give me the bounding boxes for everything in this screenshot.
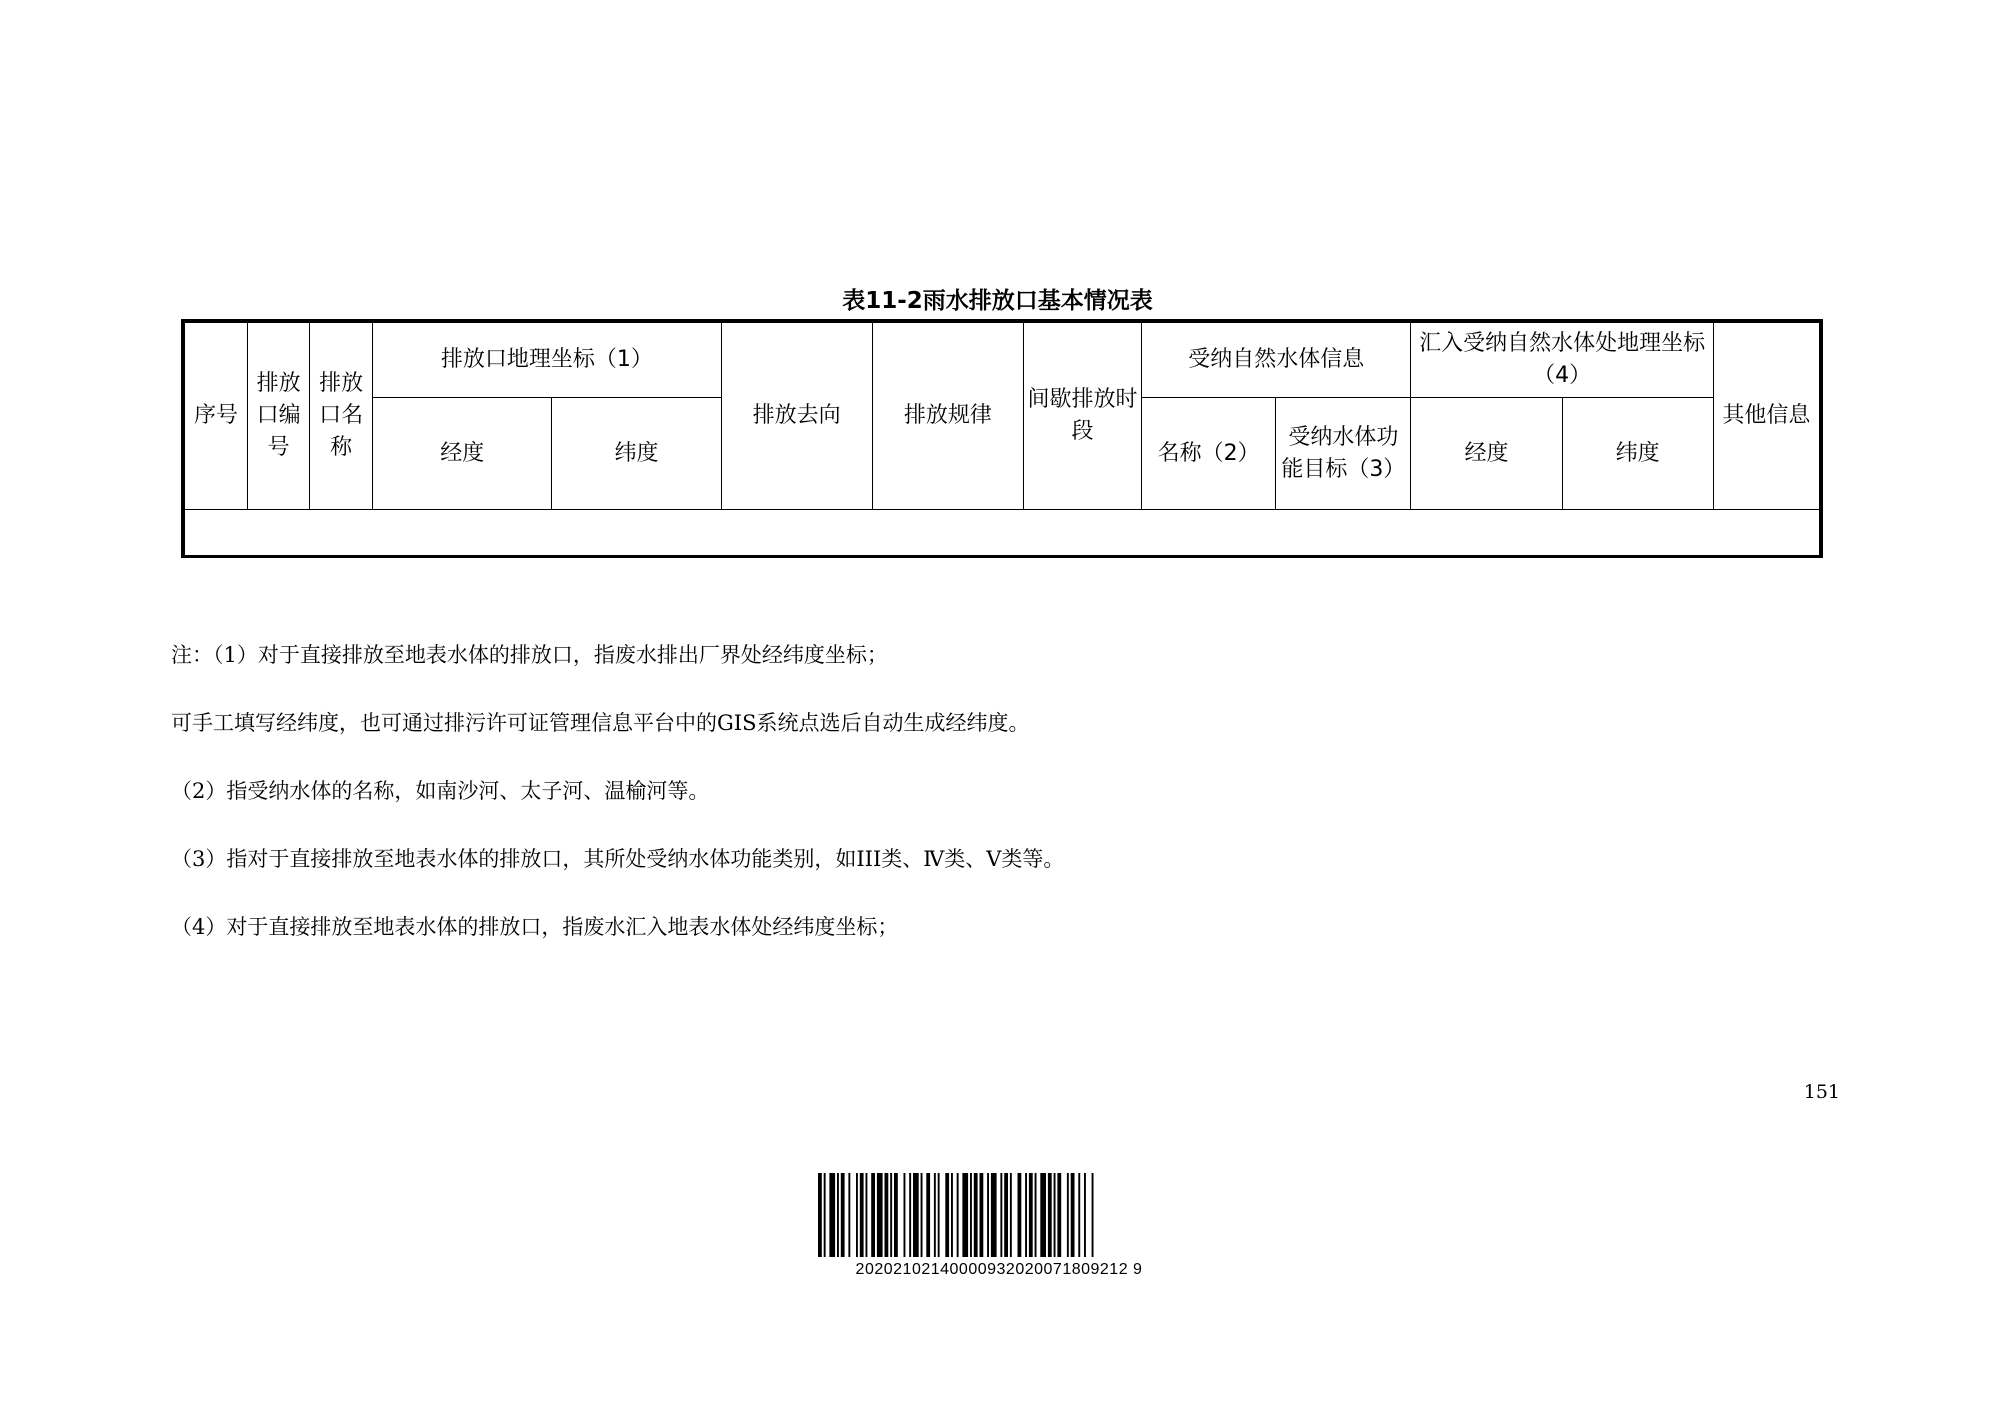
outlet-table-grid: [184, 322, 1820, 556]
header-inflow-coordinate-group: 汇入受纳自然水体处地理坐标（4）: [1411, 323, 1713, 398]
header-coordinate-longitude: 经度: [373, 398, 552, 510]
note-3: （3）指对于直接排放至地表水体的排放口，其所处受纳水体功能类别，如III类、Ⅳ类、Ⅴ类等。: [171, 847, 1065, 871]
header-water-function-target: 受纳水体功能目标（3）: [1276, 398, 1411, 510]
table-notes: [171, 640, 1871, 980]
header-outlet-name: 排放口名称: [310, 323, 373, 510]
header-pattern: 排放规律: [872, 323, 1023, 510]
header-coordinate-group: 排放口地理坐标（1）: [373, 323, 721, 398]
header-outlet-id: 排放口编号: [248, 323, 310, 510]
header-inflow-longitude: 经度: [1411, 398, 1562, 510]
table-row: [185, 510, 1820, 556]
outlet-table: [181, 319, 1823, 558]
page-number: 151: [1803, 1081, 1840, 1103]
header-seq: 序号: [185, 323, 248, 510]
note-4: （4）对于直接排放至地表水体的排放口，指废水汇入地表水体处经纬度坐标；: [171, 915, 899, 939]
header-intermittent-period: 间歇排放时段: [1023, 323, 1141, 510]
note-2: （2）指受纳水体的名称，如南沙河、太子河、温榆河等。: [171, 779, 710, 803]
table-title: 表11-2雨水排放口基本情况表: [842, 288, 1153, 314]
note-1-continued: 可手工填写经纬度，也可通过排污许可证管理信息平台中的GIS系统点选后自动生成经纬度。: [171, 711, 1030, 735]
barcode-icon: [818, 1173, 1180, 1257]
barcode-number: 20202102140000932020071809212 9: [855, 1261, 1143, 1278]
header-other-info: 其他信息: [1713, 323, 1819, 510]
header-inflow-latitude: 纬度: [1562, 398, 1713, 510]
table-empty-row: [185, 510, 1820, 556]
header-destination: 排放去向: [721, 323, 872, 510]
header-receiving-water-group: 受纳自然水体信息: [1142, 323, 1411, 398]
header-coordinate-latitude: 纬度: [552, 398, 721, 510]
note-1: 注：（1）对于直接排放至地表水体的排放口，指废水排出厂界处经纬度坐标；: [171, 643, 888, 667]
header-water-name: 名称（2）: [1142, 398, 1276, 510]
